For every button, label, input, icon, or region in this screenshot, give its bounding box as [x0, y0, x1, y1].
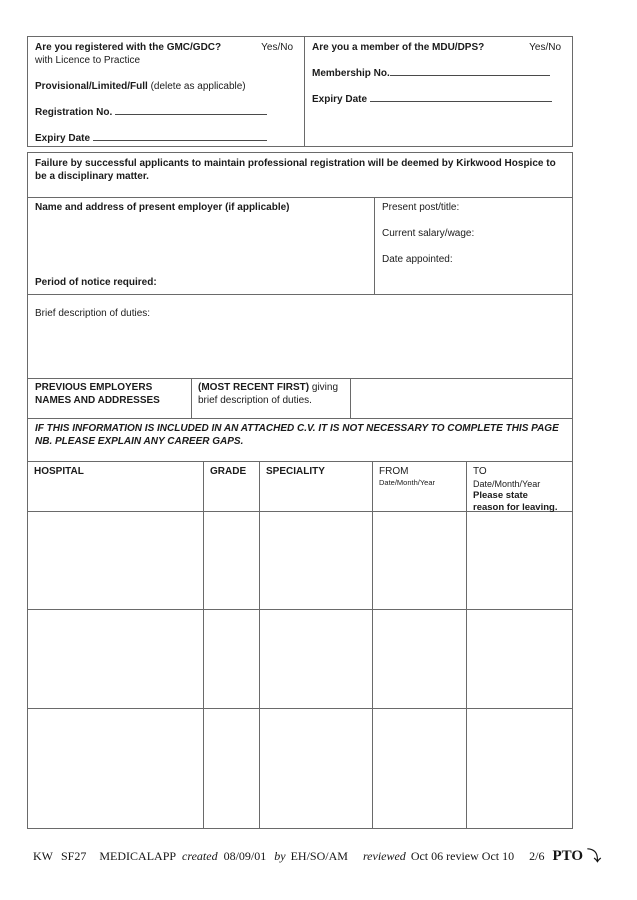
registration-status-note: (delete as applicable)	[147, 81, 246, 92]
previous-employers-line2: NAMES AND ADDRESSES	[35, 395, 160, 406]
history-empty-row	[28, 609, 572, 708]
disciplinary-notice-text: Failure by successful applicants to maintain professional registration will be deemed by Kirkwood Hospice to be a disciplinary matter.	[35, 158, 556, 182]
mdu-expiry-date-fill-line	[370, 94, 552, 102]
previous-employers-line1: PREVIOUS EMPLOYERS	[35, 382, 153, 393]
gmc-expiry-date-fill-line	[93, 133, 267, 141]
footer-by-label: by	[274, 849, 286, 863]
period-of-notice-label: Period of notice required:	[35, 277, 157, 288]
grade-header-label: GRADE	[210, 466, 247, 477]
from-header-label: FROM	[379, 466, 409, 477]
footer-reviewed-label: reviewed	[362, 849, 406, 863]
date-appointed-label: Date appointed:	[382, 254, 453, 265]
history-header-row	[28, 461, 572, 511]
mdu-question: Are you a member of the MDU/DPS?	[312, 42, 485, 53]
to-entry-cell	[466, 512, 572, 609]
header-grade	[203, 462, 259, 511]
from-header-subtext: Date/Month/Year	[379, 478, 436, 487]
most-recent-first-label: (MOST RECENT FIRST)	[198, 382, 310, 393]
footer-page-number: 2/6	[529, 849, 545, 863]
footer-created-label: created	[182, 849, 218, 863]
previous-employers-empty-cell	[350, 379, 572, 418]
employer-name-address-label: Name and address of present employer (if applicable)	[35, 202, 290, 213]
present-post-label: Present post/title:	[382, 202, 460, 213]
from-entry-cell	[372, 512, 466, 609]
cv-note-row	[28, 418, 572, 461]
from-entry-cell	[372, 610, 466, 708]
page-turn-arrow-icon: ⤵	[587, 849, 602, 865]
to-header-subtext: Date/Month/Year	[473, 479, 541, 489]
speciality-entry-cell	[259, 709, 372, 828]
employer-name-address-cell	[28, 198, 374, 294]
membership-no-label: Membership No.	[312, 68, 390, 79]
header-to	[466, 462, 572, 511]
employment-details-table	[27, 152, 573, 829]
gmc-yes-no-option: Yes/No	[261, 42, 293, 53]
to-header-note-line1: Please state	[473, 490, 528, 501]
registration-section	[27, 36, 573, 147]
footer-doc-name: MEDICALAPP	[99, 849, 177, 863]
most-recent-first-suffix: giving	[309, 382, 339, 393]
header-from	[372, 462, 466, 511]
footer-created-date: 08/09/01	[223, 849, 267, 863]
grade-entry-cell	[203, 610, 259, 708]
registration-no-fill-line	[115, 107, 267, 115]
gmc-expiry-date-label: Expiry Date	[35, 133, 91, 144]
membership-no-fill-line	[390, 68, 550, 76]
speciality-entry-cell	[259, 610, 372, 708]
most-recent-first-line2: brief description of duties.	[198, 395, 312, 406]
registration-no-label: Registration No.	[35, 107, 113, 118]
disciplinary-notice-row	[28, 153, 572, 197]
grade-entry-cell	[203, 709, 259, 828]
to-header-note-line2: reason for leaving.	[473, 502, 558, 513]
footer-pto-label: PTO	[552, 848, 584, 864]
to-header-label: TO	[473, 466, 487, 477]
hospital-entry-cell	[28, 610, 203, 708]
history-empty-row	[28, 708, 572, 828]
gmc-question: Are you registered with the GMC/GDC?	[35, 42, 222, 53]
duties-row	[28, 294, 572, 378]
present-post-cell	[374, 198, 572, 294]
history-empty-row	[28, 511, 572, 609]
previous-employers-row	[28, 378, 572, 418]
licence-note: with Licence to Practice	[35, 55, 141, 66]
speciality-entry-cell	[259, 512, 372, 609]
grade-entry-cell	[203, 512, 259, 609]
mdu-expiry-date-label: Expiry Date	[312, 94, 368, 105]
most-recent-first-cell	[191, 379, 350, 418]
footer-form-code: KW	[33, 849, 53, 863]
cv-note-line2: NB. PLEASE EXPLAIN ANY CAREER GAPS.	[35, 436, 244, 447]
hospital-entry-cell	[28, 512, 203, 609]
document-footer	[33, 845, 613, 865]
duties-label: Brief description of duties:	[35, 308, 151, 319]
current-salary-label: Current salary/wage:	[382, 228, 475, 239]
mdu-membership-cell	[304, 37, 572, 146]
present-employer-row	[28, 197, 572, 294]
registration-status-options: Provisional/Limited/Full	[35, 81, 148, 92]
gmc-registration-cell	[28, 37, 304, 146]
previous-employers-names-cell	[28, 379, 191, 418]
hospital-entry-cell	[28, 709, 203, 828]
footer-form-ref: SF27	[61, 849, 87, 863]
from-entry-cell	[372, 709, 466, 828]
cv-note-line1: IF THIS INFORMATION IS INCLUDED IN AN ATTACHED C.V. IT IS NOT NECESSARY TO COMPLETE THIS PAGE	[35, 423, 559, 434]
header-speciality	[259, 462, 372, 511]
header-hospital	[28, 462, 203, 511]
hospital-header-label: HOSPITAL	[34, 466, 84, 477]
mdu-yes-no-option: Yes/No	[529, 42, 561, 53]
footer-review-info: Oct 06 review Oct 10	[410, 849, 515, 863]
footer-authors: EH/SO/AM	[290, 849, 348, 863]
to-entry-cell	[466, 709, 572, 828]
to-entry-cell	[466, 610, 572, 708]
speciality-header-label: SPECIALITY	[266, 466, 325, 477]
